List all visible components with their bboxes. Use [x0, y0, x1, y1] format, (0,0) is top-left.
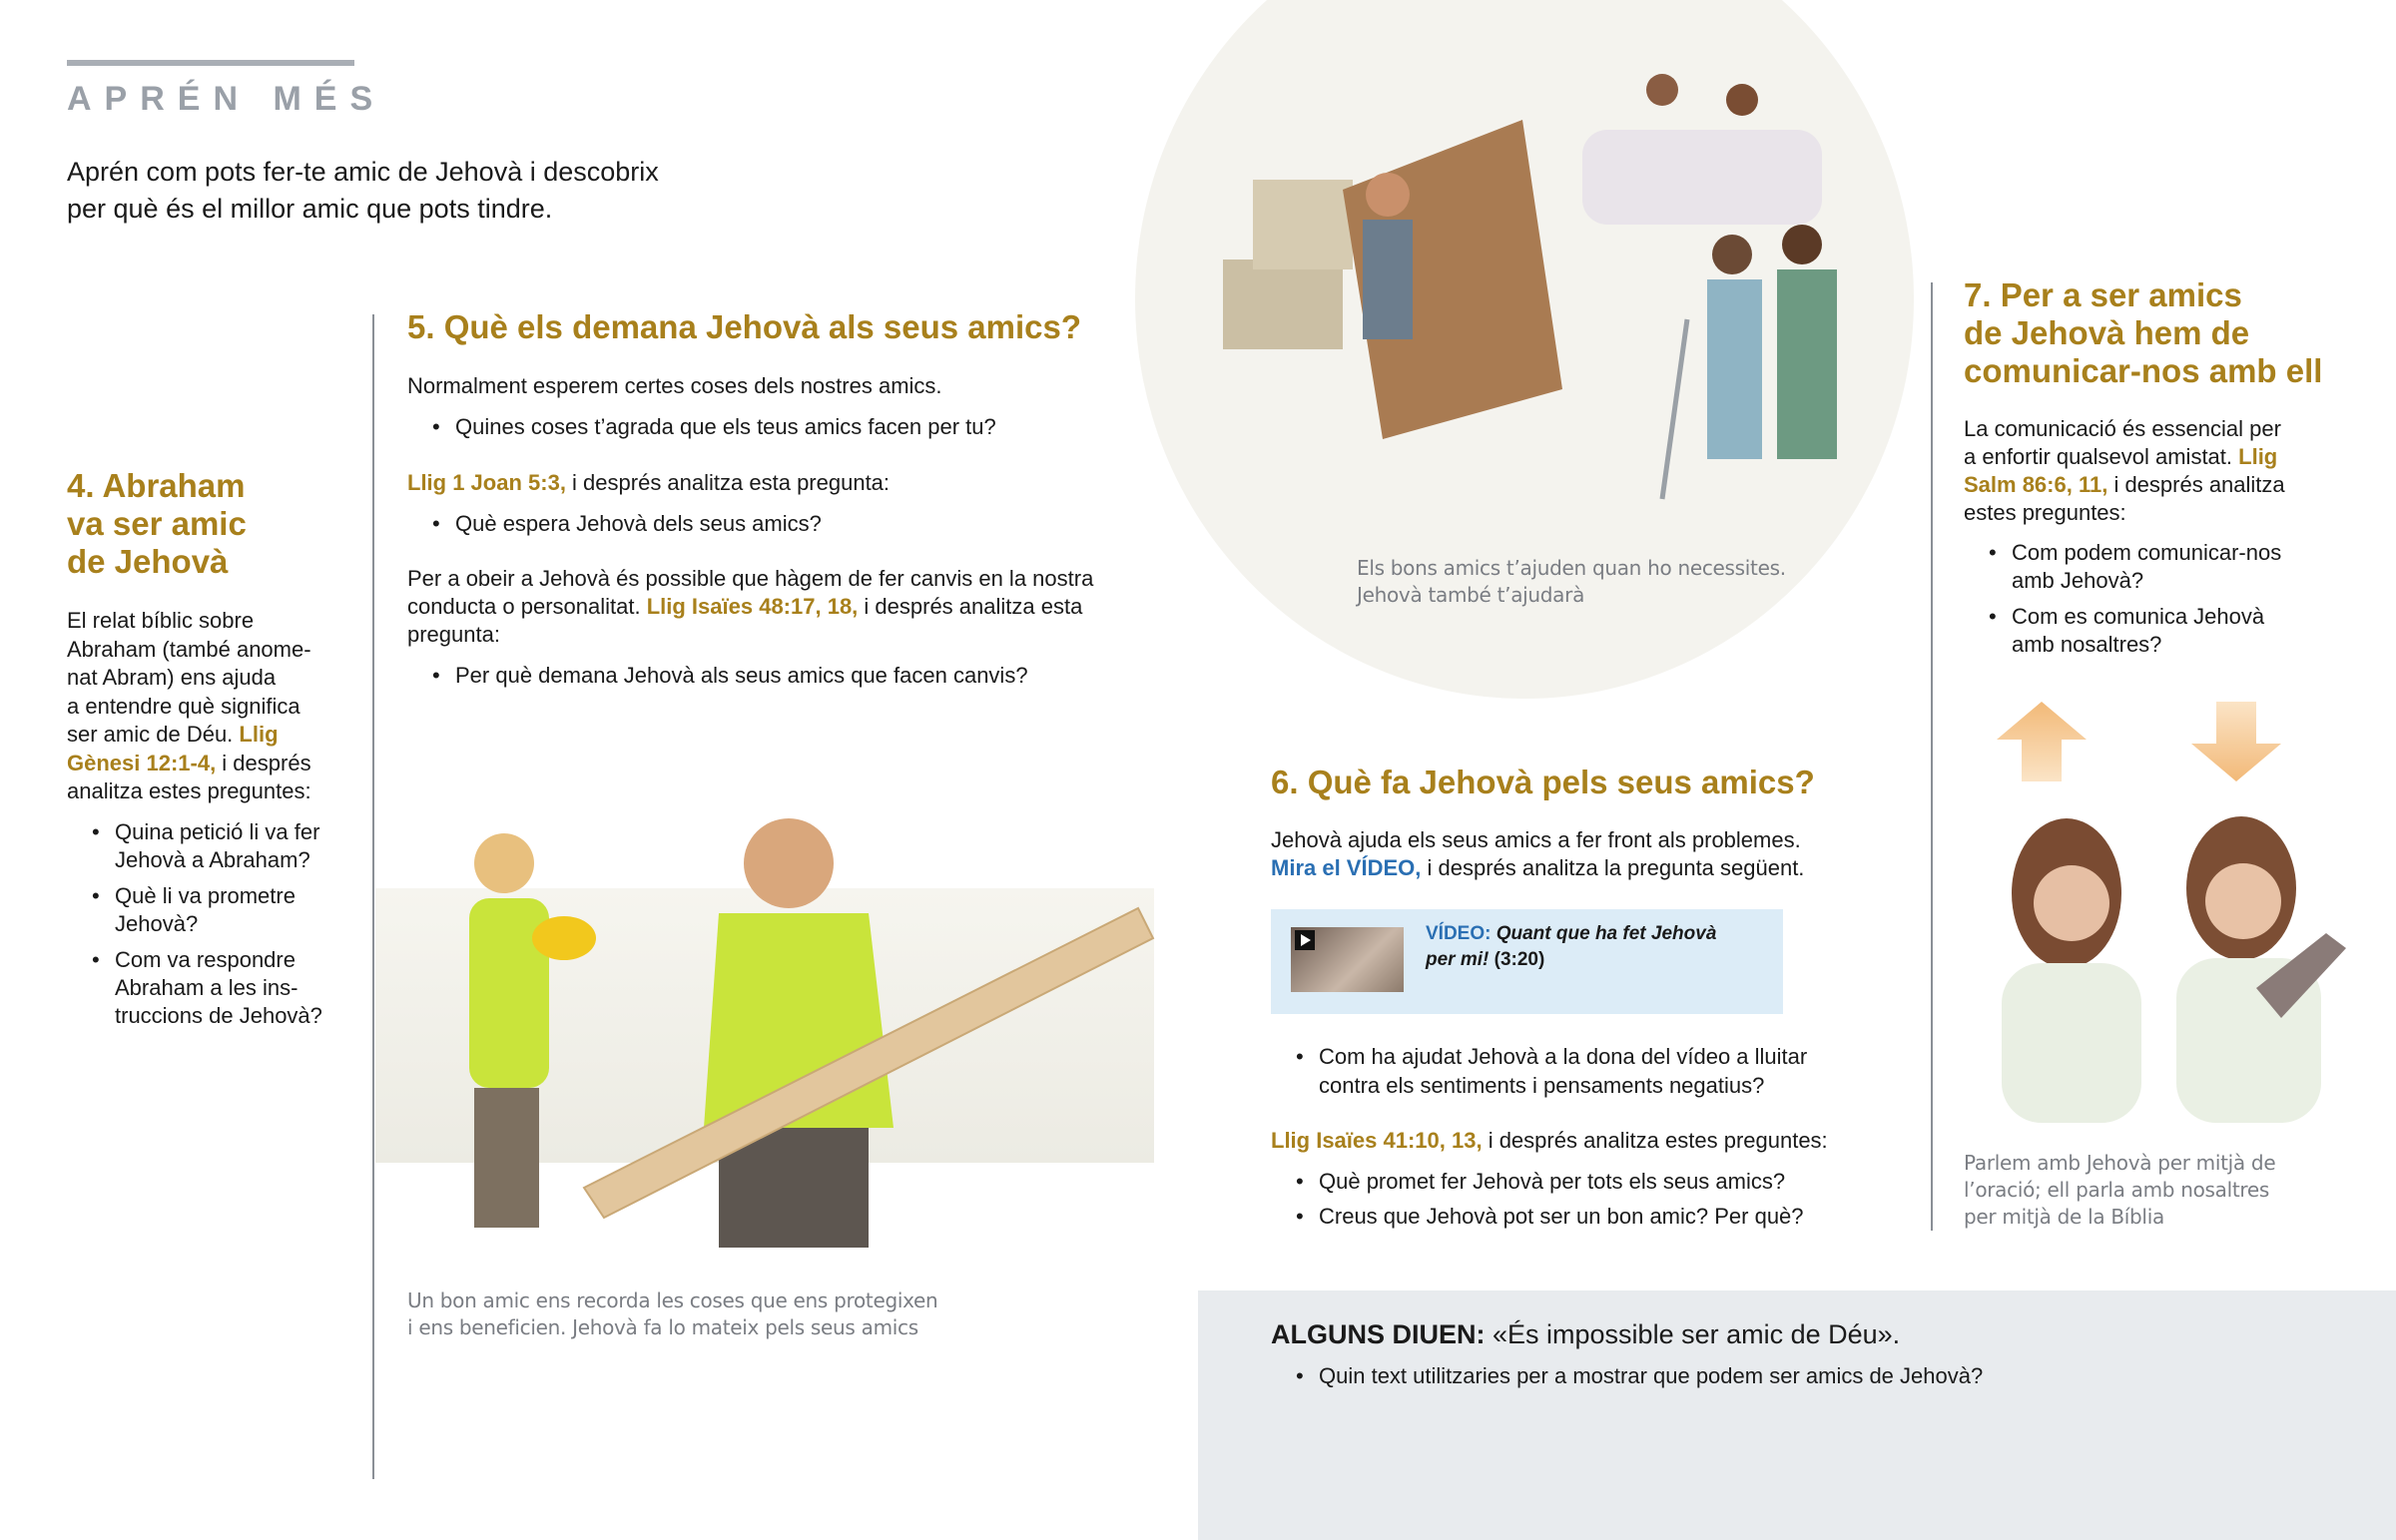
text-line: • Com podem comunicar-nos — [2012, 540, 2282, 565]
sofa-icon — [1582, 130, 1822, 225]
text-span: conducta o personalitat. — [407, 594, 647, 619]
text-line: pregunta: — [407, 622, 500, 647]
text-line: Abraham (també anome- — [67, 636, 311, 662]
column-divider-1 — [372, 314, 374, 1479]
video-title-line — [1426, 947, 1765, 973]
person-icon — [1782, 225, 1822, 264]
text-span: i després analitza estes preguntes: — [1482, 1128, 1828, 1153]
video-duration: (3:20) — [1489, 949, 1545, 970]
page-kicker: APRÉN MÉS — [67, 80, 386, 118]
question-list — [407, 661, 1166, 690]
text-line — [1964, 443, 2383, 471]
text-span: i després analitza esta pregunta: — [565, 470, 891, 495]
text-span: ser amic de Déu. — [67, 722, 240, 747]
text-line — [407, 593, 1166, 621]
text-line: Abraham a les ins- — [115, 974, 299, 1000]
some-say-quote: «És impossible ser amic de Déu». — [1485, 1319, 1901, 1349]
text-line — [67, 721, 366, 750]
scripture-link[interactable]: Llig 1 Joan 5:3, — [407, 470, 566, 495]
caption-line: Els bons amics t’ajuden quan ho necessites. — [1357, 556, 1786, 580]
person-icon — [1726, 84, 1758, 116]
caption-line: Un bon amic ens recorda les coses que ens protegixen — [407, 1288, 938, 1312]
person-icon — [1777, 269, 1837, 459]
text-span: i després analitza — [2107, 472, 2285, 497]
friends-illustration — [1223, 60, 1862, 519]
some-say-line — [1271, 1317, 2369, 1351]
text-line: • Com va respondre — [115, 946, 296, 972]
caption-line: l’oració; ell parla amb nosaltres — [1964, 1178, 2270, 1202]
question-list — [407, 412, 1166, 441]
video-label: VÍDEO: — [1426, 923, 1492, 944]
text-line: Per a obeir a Jehovà és possible que hàgem de fer canvis en la nostra — [407, 566, 1094, 591]
text-line: analitza estes preguntes: — [67, 778, 311, 803]
section-6-questions — [1271, 1042, 1910, 1231]
woman-reading-icon — [2205, 863, 2281, 939]
circle-caption — [1357, 555, 1786, 609]
scripture-link[interactable]: Llig — [239, 722, 279, 747]
some-say-label: ALGUNS DIUEN: — [1271, 1319, 1486, 1349]
moving-box-icon — [1253, 180, 1353, 269]
question-list — [407, 509, 1166, 538]
text-line: Jehovà ajuda els seus amics a fer front als problemes. — [1271, 827, 1801, 852]
some-say-content — [1271, 1317, 2369, 1390]
text-line: Jehovà? — [115, 910, 199, 936]
section-4-questions — [67, 818, 366, 1030]
section-7-caption — [1964, 1150, 2275, 1231]
text-line: • Quina petició li va fer — [115, 818, 320, 844]
video-title-line — [1426, 921, 1765, 947]
section-7-paragraph — [1964, 415, 2383, 527]
moving-box-icon — [1223, 259, 1343, 349]
person-icon — [1712, 235, 1752, 274]
text-line: estes preguntes: — [1964, 500, 2126, 525]
section-6-title: 6. Què fa Jehovà pels seus amics? — [1271, 764, 1815, 800]
text-line: • Què li va prometre — [115, 882, 296, 908]
section-5 — [407, 307, 1166, 690]
text-line: El relat bíblic sobre — [67, 608, 255, 633]
woman-praying-icon — [2002, 963, 2141, 1123]
section-7-title-line: de Jehovà hem de — [1964, 314, 2250, 351]
question-item: • Creus que Jehovà pot ser un bon amic? Per què? — [1271, 1202, 1910, 1231]
section-4-title-line: va ser amic — [67, 505, 247, 542]
paragraph: Normalment esperem certes coses dels nostres amics. — [407, 373, 942, 398]
question-item: • Quines coses t’agrada que els teus amics facen per tu? — [407, 412, 1166, 441]
question-item: • Quin text utilitzaries per a mostrar que podem ser amics de Jehovà? — [1271, 1361, 2369, 1390]
section-4 — [67, 467, 366, 1030]
person-icon — [1363, 220, 1413, 339]
question-item — [67, 882, 366, 938]
trousers-icon — [474, 1088, 539, 1228]
scripture-link[interactable]: Llig Isaïes 41:10, 13, — [1271, 1128, 1483, 1153]
hard-hat-icon — [532, 916, 596, 960]
person-icon — [1646, 74, 1678, 106]
caption-line: Jehovà també t’ajudarà — [1357, 583, 1585, 607]
caption-line: i ens beneficien. Jehovà fa lo mateix pels seus amics — [407, 1315, 918, 1339]
question-item — [67, 946, 366, 1030]
crutch-icon — [1662, 319, 1687, 499]
text-span: i després analitza esta — [858, 594, 1083, 619]
video-link[interactable]: Mira el VÍDEO, — [1271, 855, 1422, 880]
paragraph — [407, 468, 1166, 497]
text-line: contra els sentiments i pensaments negatius? — [1319, 1073, 1765, 1098]
scripture-link[interactable]: Salm 86:6, 11, — [1964, 472, 2108, 497]
prayer-bible-illustration — [1982, 803, 2361, 1128]
header-rule — [67, 60, 354, 66]
text-line — [67, 750, 366, 778]
paragraph — [1271, 1126, 1910, 1155]
intro-text — [67, 154, 746, 228]
text-span: a enfortir qualsevol amistat. — [1964, 444, 2239, 469]
arrow-up-icon — [1997, 702, 2087, 781]
worker-head-icon — [744, 818, 834, 908]
text-line: amb Jehovà? — [2012, 568, 2144, 593]
section-7-title-line: 7. Per a ser amics — [1964, 276, 2242, 313]
text-line: • Com es comunica Jehovà — [2012, 604, 2265, 629]
text-span: i després analitza la pregunta següent. — [1421, 855, 1805, 880]
text-line: nat Abram) ens ajuda — [67, 665, 277, 690]
video-details[interactable] — [1426, 921, 1765, 973]
text-line — [1271, 854, 1910, 882]
video-title: Quant que ha fet Jehovà — [1496, 923, 1717, 944]
text-line: La comunicació és essencial per — [1964, 416, 2281, 441]
question-list — [1271, 1167, 1910, 1231]
text-line: • Com ha ajudat Jehovà a la dona del vídeo a lluitar — [1319, 1044, 1808, 1069]
section-5-body — [407, 371, 1166, 690]
section-7-title — [1964, 276, 2383, 390]
person-icon — [1366, 173, 1410, 217]
section-7-questions — [1964, 539, 2383, 659]
woman-praying-icon — [2034, 865, 2109, 941]
section-4-title-line: de Jehovà — [67, 543, 229, 580]
paragraph — [407, 565, 1166, 649]
caption-line: per mitjà de la Bíblia — [1964, 1205, 2164, 1229]
person-icon — [1707, 279, 1762, 459]
section-7 — [1964, 276, 2383, 659]
question-list — [1271, 1361, 2369, 1390]
hard-hat-icon — [474, 833, 534, 893]
intro-line-2: per què és el millor amic que pots tindre. — [67, 194, 553, 224]
caption-line: Parlem amb Jehovà per mitjà de — [1964, 1151, 2276, 1175]
question-item — [1964, 603, 2383, 659]
video-title: per mi! — [1426, 949, 1490, 970]
question-list — [1271, 1042, 1910, 1100]
text-line: amb nosaltres? — [2012, 632, 2162, 657]
text-line: a entendre què significa — [67, 693, 300, 719]
column-divider-2 — [1931, 282, 1933, 1231]
scripture-link[interactable]: Gènesi 12:1-4, — [67, 750, 217, 775]
section-5-title: 5. Què els demana Jehovà als seus amics? — [407, 308, 1082, 345]
text-line: Jehovà a Abraham? — [115, 846, 310, 872]
text-line — [1964, 471, 2383, 499]
section-6 — [1271, 763, 1910, 882]
play-icon[interactable] — [1295, 930, 1315, 950]
section-7-title-line: comunicar-nos amb ell — [1964, 352, 2323, 389]
scripture-link[interactable]: Llig — [2238, 444, 2278, 469]
question-item — [1271, 1042, 1910, 1100]
question-item: • Per què demana Jehovà als seus amics que facen canvis? — [407, 661, 1166, 690]
text-line: truccions de Jehovà? — [115, 1002, 322, 1028]
arrow-down-icon — [2191, 702, 2281, 781]
section-4-paragraph — [67, 607, 366, 806]
scripture-link[interactable]: Llig Isaïes 48:17, 18, — [646, 594, 859, 619]
section-4-title — [67, 467, 366, 581]
question-item — [1964, 539, 2383, 595]
question-item: • Què promet fer Jehovà per tots els seus amics? — [1271, 1167, 1910, 1196]
section-6-intro — [1271, 826, 1910, 882]
question-item — [67, 818, 366, 874]
text-span: i després — [216, 750, 311, 775]
section-5-caption — [407, 1287, 937, 1341]
workers-illustration — [419, 788, 1158, 1268]
question-item: • Què espera Jehovà dels seus amics? — [407, 509, 1166, 538]
intro-line-1: Aprén com pots fer-te amic de Jehovà i descobrix — [67, 157, 659, 187]
section-4-title-line: 4. Abraham — [67, 467, 246, 504]
